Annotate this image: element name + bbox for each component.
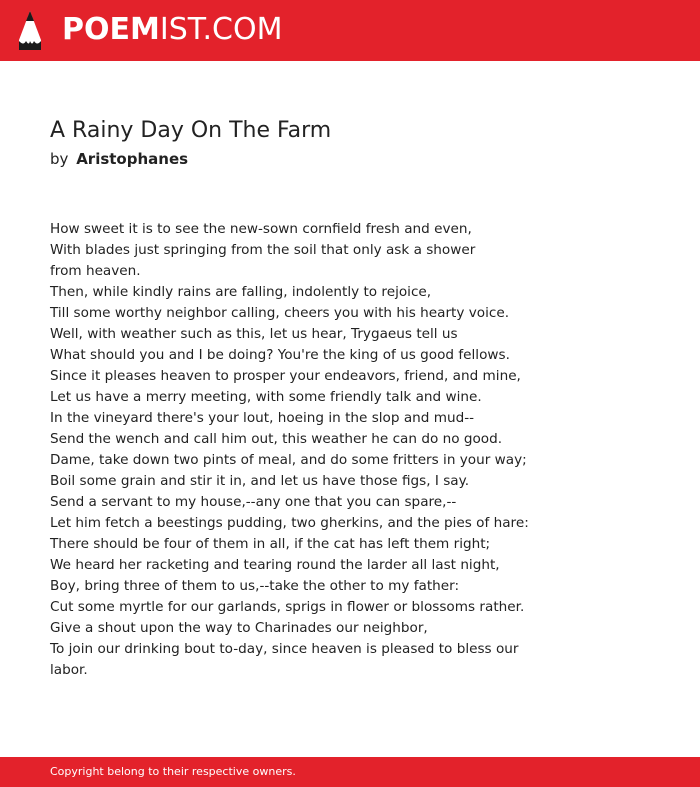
author-name[interactable]: Aristophanes: [76, 150, 189, 168]
pencil-tip-icon[interactable]: [17, 10, 43, 52]
poem-line: We heard her racketing and tearing round the larder all last night,: [50, 557, 500, 573]
site-footer: [0, 757, 700, 787]
poem-line: To join our drinking bout to-day, since heaven is pleased to bless our: [50, 641, 519, 657]
poem-line: Till some worthy neighbor calling, cheers you with his hearty voice.: [50, 305, 510, 321]
poem-line: There should be four of them in all, if the cat has left them right;: [50, 536, 491, 552]
poem-line: With blades just springing from the soil that only ask a shower: [50, 242, 476, 258]
poem-line: Cut some myrtle for our garlands, sprigs in flower or blossoms rather.: [50, 599, 525, 615]
poem-line: Well, with weather such as this, let us hear, Trygaeus tell us: [50, 326, 458, 342]
poem-line: labor.: [50, 662, 88, 678]
poem-body: [50, 219, 650, 681]
poem-line: Then, while kindly rains are falling, indolently to rejoice,: [50, 284, 432, 300]
poem-line: What should you and I be doing? You're the king of us good fellows.: [50, 347, 510, 363]
byline: [50, 148, 188, 170]
copyright-notice: Copyright belong to their respective owners.: [50, 765, 296, 778]
poem-line: Let him fetch a beestings pudding, two gherkins, and the pies of hare:: [50, 515, 529, 531]
poem-line: Boil some grain and stir it in, and let us have those figs, I say.: [50, 473, 470, 489]
poem-line: Since it pleases heaven to prosper your endeavors, friend, and mine,: [50, 368, 521, 384]
poem-line: Give a shout upon the way to Charinades our neighbor,: [50, 620, 428, 636]
poem-line: How sweet it is to see the new-sown cornfield fresh and even,: [50, 221, 472, 237]
poem-line: Boy, bring three of them to us,--take the other to my father:: [50, 578, 460, 594]
poem-line: Dame, take down two pints of meal, and do some fritters in your way;: [50, 452, 527, 468]
site-header: [0, 0, 700, 61]
logo-text-light: IST.COM: [159, 12, 283, 47]
site-logo[interactable]: [62, 12, 282, 48]
poem-line: from heaven.: [50, 263, 141, 279]
poem-title: A Rainy Day On The Farm: [50, 118, 332, 143]
poem-line: In the vineyard there's your lout, hoeing in the slop and mud--: [50, 410, 475, 426]
logo-text-bold: POEM: [62, 12, 160, 47]
poem-line: Let us have a merry meeting, with some friendly talk and wine.: [50, 389, 482, 405]
poem-line: Send a servant to my house,--any one that you can spare,--: [50, 494, 457, 510]
by-label: by: [50, 150, 69, 168]
poem-line: Send the wench and call him out, this weather he can do no good.: [50, 431, 503, 447]
